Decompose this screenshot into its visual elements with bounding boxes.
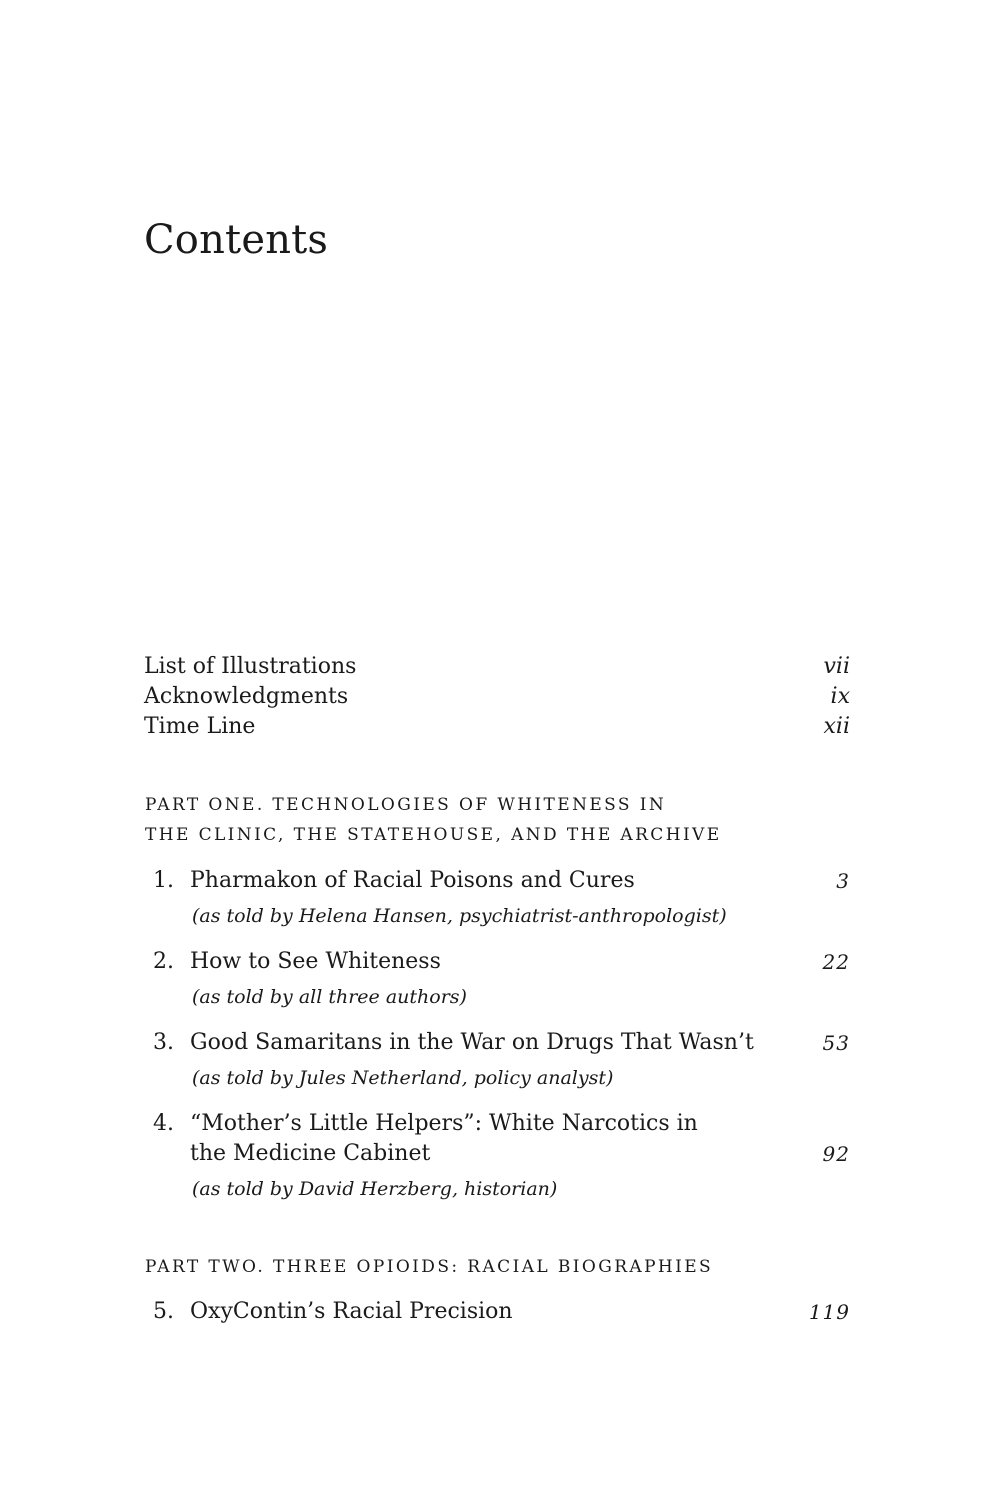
front-matter-item[interactable] <box>144 712 850 742</box>
front-matter-label: Time Line <box>144 714 256 739</box>
chapter-entry[interactable] <box>144 1028 850 1089</box>
part-two-heading <box>145 1252 713 1282</box>
chapter-page: 22 <box>822 950 850 974</box>
front-matter-label: Acknowledgments <box>144 684 349 709</box>
chapter-title: “Mother’s Little Helpers”: White Narcotics in <box>190 1111 698 1136</box>
chapter-title: How to See Whiteness <box>190 949 441 974</box>
chapter-number: 2. <box>153 949 174 974</box>
chapter-page: 119 <box>808 1300 850 1324</box>
chapter-line <box>144 1109 850 1139</box>
chapter-number: 1. <box>153 868 174 893</box>
chapter-page: 53 <box>822 1031 850 1055</box>
chapter-line <box>144 947 850 977</box>
chapter-entry[interactable] <box>144 947 850 1008</box>
chapter-line <box>144 866 850 896</box>
chapter-title: OxyContin’s Racial Precision <box>190 1299 513 1324</box>
chapter-title: Pharmakon of Racial Poisons and Cures <box>190 868 635 893</box>
chapter-line <box>144 1139 850 1169</box>
chapter-author: (as told by David Herzberg, historian) <box>192 1178 558 1200</box>
chapter-number: 5. <box>153 1299 174 1324</box>
chapter-author: (as told by Jules Netherland, policy analyst) <box>192 1067 614 1089</box>
chapter-entry[interactable] <box>144 1297 850 1327</box>
page-title: Contents <box>144 217 329 263</box>
chapter-entry[interactable] <box>144 1109 850 1200</box>
front-matter-page: vii <box>823 654 850 679</box>
front-matter-page: xii <box>823 714 850 739</box>
front-matter-list <box>144 652 850 742</box>
part-one-line1: PART ONE. TECHNOLOGIES OF WHITENESS IN <box>145 795 667 815</box>
chapter-author: (as told by Helena Hansen, psychiatrist-anthropologist) <box>192 905 727 927</box>
front-matter-item[interactable] <box>144 652 850 682</box>
chapter-title-line2: the Medicine Cabinet <box>190 1141 431 1166</box>
chapter-number: 4. <box>153 1111 174 1136</box>
chapter-page: 92 <box>822 1142 850 1166</box>
chapter-title: Good Samaritans in the War on Drugs That Wasn’t <box>190 1030 754 1055</box>
front-matter-item[interactable] <box>144 682 850 712</box>
chapter-entry[interactable] <box>144 866 850 927</box>
chapter-page: 3 <box>836 869 850 893</box>
part-one-line2: THE CLINIC, THE STATEHOUSE, AND THE ARCHIVE <box>145 825 722 845</box>
chapter-author: (as told by all three authors) <box>192 986 467 1008</box>
front-matter-label: List of Illustrations <box>144 654 357 679</box>
front-matter-page: ix <box>830 684 850 709</box>
chapter-line <box>144 1028 850 1058</box>
chapter-line <box>144 1297 850 1327</box>
chapter-number: 3. <box>153 1030 174 1055</box>
part-one-heading <box>145 790 722 850</box>
part-two-line1: PART TWO. THREE OPIOIDS: RACIAL BIOGRAPHIES <box>145 1257 714 1277</box>
